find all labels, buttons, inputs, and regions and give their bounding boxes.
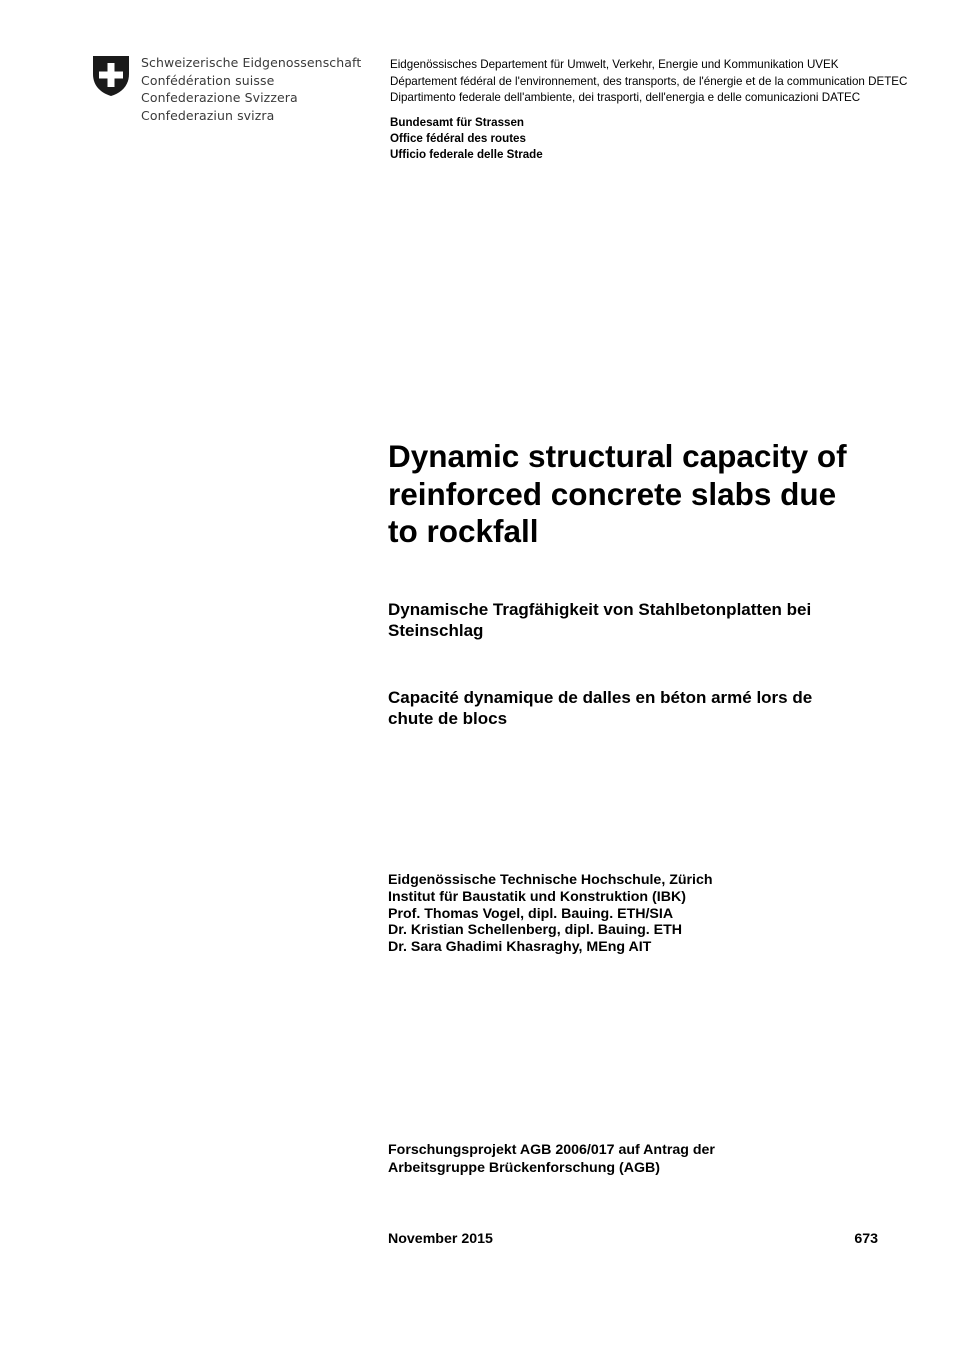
wordmark-line: Confederaziun svizra [141,107,275,123]
subtitle-german [388,600,888,641]
wordmark-line: Schweizerische Eidgenossenschaft [141,55,362,70]
subtitle-line: Capacité dynamique de dalles en béton armé lors de [388,688,813,707]
authors-block [388,872,713,956]
publication-date: November 2015 [388,1231,493,1247]
wordmark-line: Confédération suisse [141,72,275,88]
subtitle-french [388,688,888,729]
report-number: 673 [854,1231,878,1247]
subtitle-line: Dynamische Tragfähigkeit von Stahlbetonplatten bei [388,600,812,619]
subtitle-line: Steinschlag [388,620,484,640]
office-line: Ufficio federale delle Strade [390,148,543,161]
office-header [390,115,543,163]
author-line: Dr. Sara Ghadimi Khasraghy, MEng AIT [388,939,652,956]
office-line: Office fédéral des routes [390,132,526,145]
department-header [390,57,907,107]
department-line: Eidgenössisches Departement für Umwelt, Verkehr, Energie und Kommunikation UVEK [390,58,839,71]
office-line: Bundesamt für Strassen [390,116,525,129]
title-line: to rockfall [388,513,539,549]
author-line: Prof. Thomas Vogel, dipl. Bauing. ETH/SIA [388,905,674,922]
project-info [388,1141,715,1177]
title-line: Dynamic structural capacity of [388,438,847,474]
project-line: Arbeitsgruppe Brückenforschung (AGB) [388,1160,660,1176]
author-line: Institut für Baustatik und Konstruktion (IBK) [388,888,686,905]
author-line: Eidgenössische Technische Hochschule, Zürich [388,872,713,888]
confederation-wordmark [141,54,361,124]
swiss-coat-of-arms-icon [91,54,131,98]
report-title [388,438,928,551]
wordmark-line: Confederazione Svizzera [141,90,298,105]
department-line: Département fédéral de l'environnement, des transports, de l'énergie et de la communication DETEC [390,74,908,88]
author-line: Dr. Kristian Schellenberg, dipl. Bauing. ETH [388,922,683,939]
title-line: reinforced concrete slabs due [388,475,837,512]
project-line: Forschungsprojekt AGB 2006/017 auf Antrag der [388,1142,715,1158]
subtitle-line: chute de blocs [388,708,508,728]
department-line: Dipartimento federale dell'ambiente, dei trasporti, dell'energia e delle comunicazioni DATEC [390,91,861,104]
